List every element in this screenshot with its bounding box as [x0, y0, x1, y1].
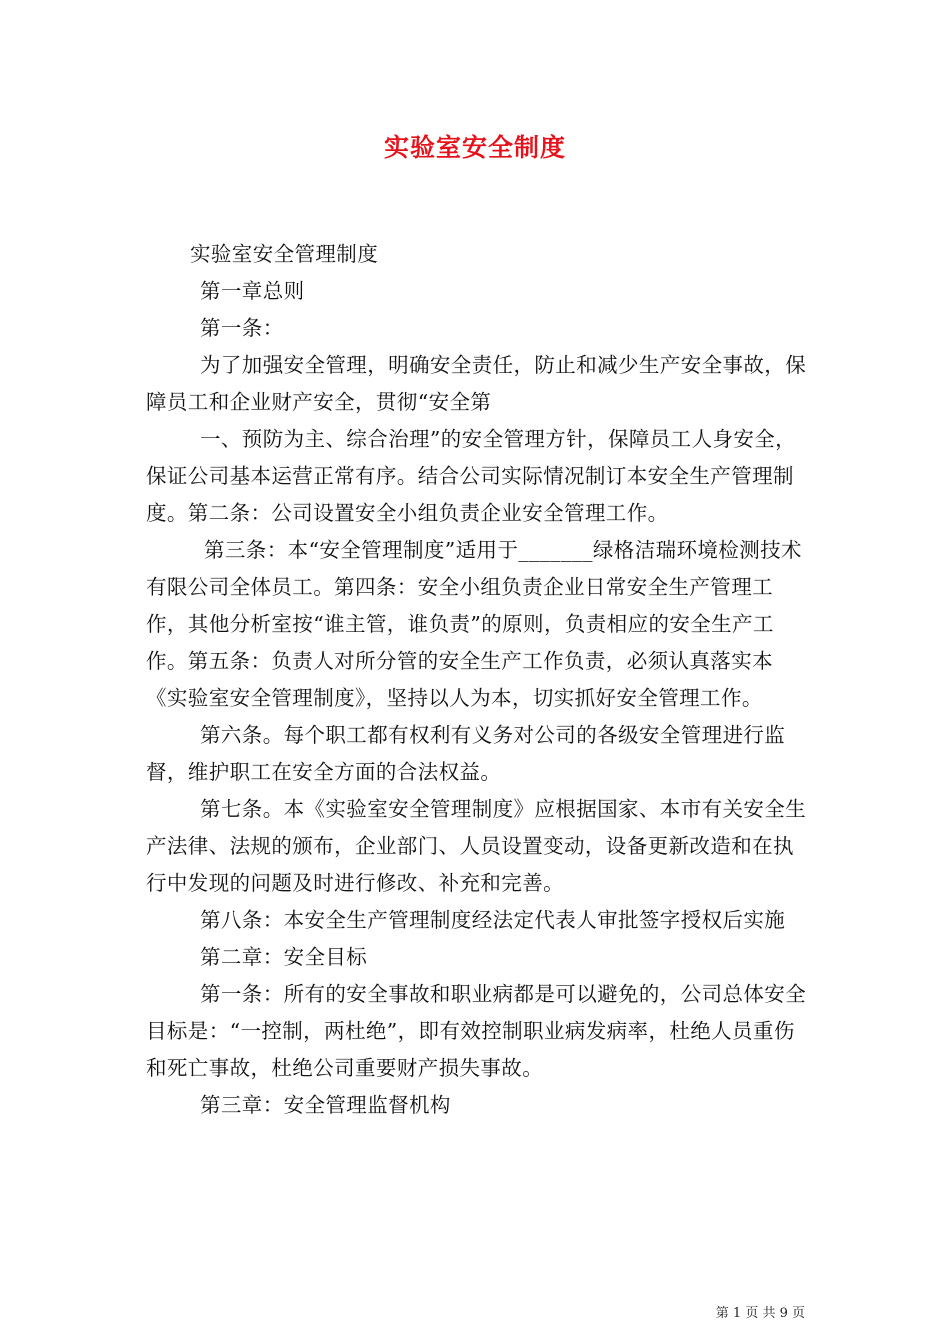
chapter-heading: 第三章：安全管理监督机构 — [200, 1093, 451, 1117]
paragraph-heading: 实验室安全管理制度 — [190, 242, 379, 266]
paragraph: 第三条：本“安全管理制度”适用于_______绿格洁瑞环境检测技术有限公司全体员工。第四条：安全小组负责企业日常安全生产管理工作，其他分析室按“谁主管，谁负责”的原则，负责相应的安全生产工作。第五条：负责人对所分管的安全生产工作负责，必须认真落实本《实验室安全管理制度》，坚持以人为本，切实抓好安全管理工作。 — [146, 538, 802, 710]
article-label: 第一条： — [200, 316, 284, 340]
paragraph: 第七条。本《实验室安全管理制度》应根据国家、本市有关安全生产法律、法规的颁布，企业部门、人员设置变动，设备更新改造和在执行中发现的问题及时进行修改、补充和完善。 — [146, 797, 807, 895]
paragraph: 第六条。每个职工都有权利有义务对公司的各级安全管理进行监督，维护职工在安全方面的合法权益。 — [146, 723, 786, 784]
paragraph: 为了加强安全管理，明确安全责任，防止和减少生产安全事故，保障员工和企业财产安全，贯彻“安全第 — [146, 353, 807, 414]
paragraph: 第一条：所有的安全事故和职业病都是可以避免的，公司总体安全目标是：“一控制，两杜绝”，即有效控制职业病发病率，杜绝人员重伤和死亡事故，杜绝公司重要财产损失事故。 — [146, 982, 807, 1080]
document-body — [146, 236, 811, 1124]
page-number: 第 1 页 共 9 页 — [715, 1306, 805, 1321]
document-title: 实验室安全制度 — [383, 133, 566, 162]
paragraph: 一、预防为主、综合治理”的安全管理方针，保障员工人身安全，保证公司基本运营正常有序。结合公司实际情况制订本安全生产管理制度。第二条：公司设置安全小组负责企业安全管理工作。 — [146, 427, 797, 525]
paragraph: 第八条：本安全生产管理制度经法定代表人审批签字授权后实施 — [200, 908, 786, 932]
chapter-heading: 第一章总则 — [200, 279, 305, 303]
chapter-heading: 第二章：安全目标 — [200, 945, 368, 969]
